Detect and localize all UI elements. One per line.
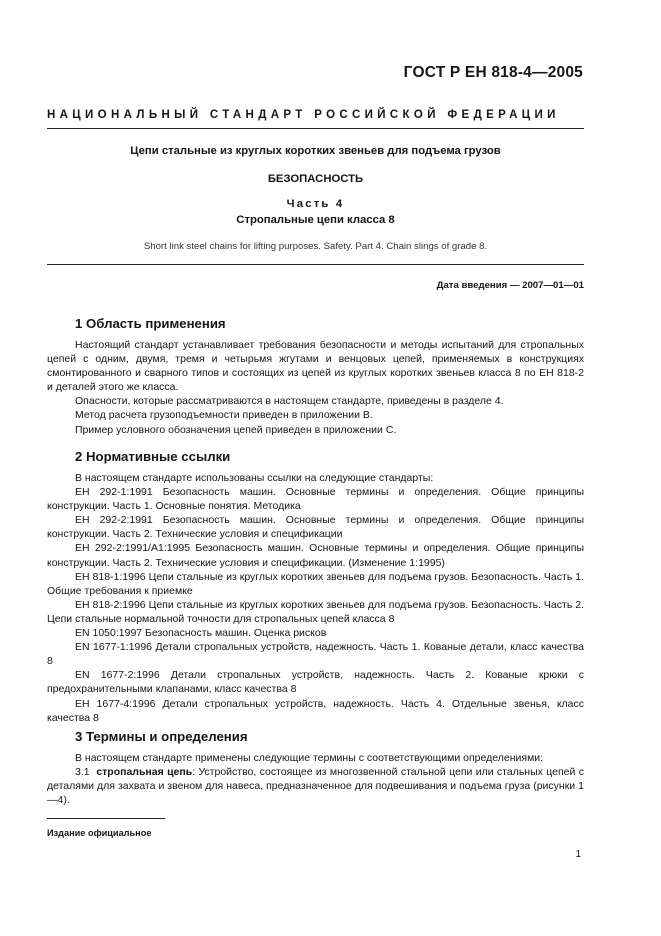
paragraph: Метод расчета грузоподъемности приведен в приложении В. xyxy=(75,409,373,422)
term: стропальная цепь xyxy=(96,766,193,779)
footer-rule xyxy=(47,818,165,819)
reference-item: ЕН 818-2:1996 Цепи стальные из круглых коротких звеньев для подъема грузов. Безопасность. Часть 2. Цепи стальные нормальной точности для стропальных цепей класса 8 xyxy=(47,598,584,625)
document-subtitle: БЕЗОПАСНОСТЬ xyxy=(267,173,364,185)
document-title: Цепи стальные из круглых коротких звеньев для подъема грузов xyxy=(130,145,501,157)
section-3-body xyxy=(47,751,584,807)
paragraph: Опасности, которые рассматриваются в настоящем стандарте, приведены в разделе 4. xyxy=(75,395,504,408)
national-standard-banner: НАЦИОНАЛЬНЫЙ СТАНДАРТ РОССИЙСКОЙ ФЕДЕРАЦИИ xyxy=(47,109,560,121)
edition-label: Издание официальное xyxy=(47,828,152,838)
reference-item: EN 1677-2:1996 Детали стропальных устройств, надежность. Часть 2. Кованые крюки с предохранительными клапанами, класс качества 8 xyxy=(47,669,584,696)
reference-item: ЕН 292-1:1991 Безопасность машин. Основные термины и определения. Общие принципы конструкции. Часть 1. Основные понятия. Методика xyxy=(47,486,584,513)
paragraph: Настоящий стандарт устанавливает требования безопасности и методы испытаний для стропальных цепей с одним, двумя, тремя и четырьмя жгутами и венцовых цепей, применяемых в конструкциях смонтированного и сварного типов и состоящих из цепей из круглых коротких звеньев класса 8 по ЕН 818-2 и деталей этого же класса. xyxy=(47,339,584,394)
part-title: Стропальные цепи класса 8 xyxy=(236,214,395,226)
reference-item: ЕН 292-2:1991 Безопасность машин. Основные термины и определения. Общие принципы конструкции. Часть 2. Технические условия и спецификации xyxy=(47,514,584,541)
section-3-heading: 3 Термины и определения xyxy=(75,729,248,744)
reference-item: EH 1677-4:1996 Детали стропальных устройств, надежность. Часть 4. Отдельные звенья, класс качества 8 xyxy=(47,697,584,724)
english-title: Short link steel chains for lifting purposes. Safety. Part 4. Chain slings of grade 8. xyxy=(143,241,488,252)
section-2-body xyxy=(47,471,584,725)
reference-item: ЕН 818-1:1996 Цепи стальные из круглых коротких звеньев для подъема грузов. Безопасность. Часть 1. Общие требования к приемке xyxy=(47,570,584,597)
paragraph: В настоящем стандарте использованы ссылки на следующие стандарты: xyxy=(75,472,434,484)
section-1-body xyxy=(47,338,584,437)
title-rule xyxy=(47,264,584,265)
introduction-date: Дата введения — 2007—01—01 xyxy=(436,280,584,291)
section-1-heading: 1 Область применения xyxy=(75,316,226,331)
reference-item: EN 1050:1997 Безопасность машин. Оценка рисков xyxy=(75,627,327,640)
reference-item: EN 1677-1:1996 Детали стропальных устройств, надежность. Часть 1. Кованые детали, класс качества 8 xyxy=(47,641,584,668)
standard-id: ГОСТ Р ЕН 818-4—2005 xyxy=(403,64,583,81)
term-definition xyxy=(47,765,584,807)
paragraph: Пример условного обозначения цепей приведен в приложении С. xyxy=(75,423,397,436)
top-rule xyxy=(47,128,584,129)
reference-item: ЕН 292-2:1991/A1:1995 Безопасность машин. Основные термины и определения. Общие принципы конструкции. Часть 2. Технические условия и спецификации. (Изменение 1:1995) xyxy=(47,542,584,569)
paragraph: В настоящем стандарте применены следующие термины с соответствующими определениями: xyxy=(75,752,544,764)
section-2-heading: 2 Нормативные ссылки xyxy=(75,449,231,464)
part-number: Часть 4 xyxy=(286,198,345,210)
definition: : Устройство, состоящее из многозвенной стальной цепи или стальных цепей с деталями для захвата и звеном для навеса, предназначенное для подвешивания и подъема груза (рисунки 1—4). xyxy=(47,766,584,807)
page-number: 1 xyxy=(575,849,581,860)
term-number: 3.1 xyxy=(75,766,90,779)
